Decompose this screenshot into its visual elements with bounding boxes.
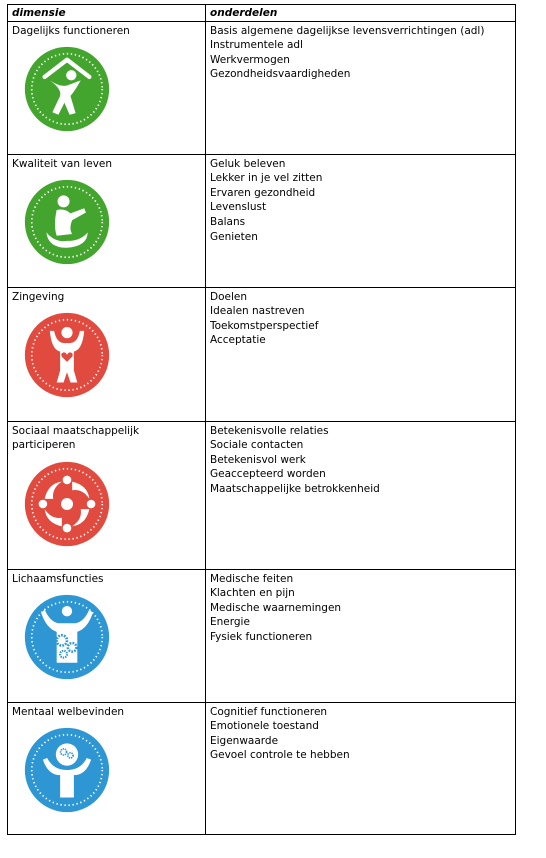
- list-item: Emotionele toestand: [210, 720, 319, 733]
- dimension-cell: [8, 287, 206, 421]
- components-cell: [206, 702, 516, 834]
- dimension-cell: [8, 569, 206, 702]
- components-cell: [206, 287, 516, 421]
- list-item: Klachten en pijn: [210, 587, 295, 600]
- list-item: Sociale contacten: [210, 439, 304, 452]
- components-cell: [206, 421, 516, 569]
- list-item: Cognitief functioneren: [210, 705, 328, 718]
- list-item: Acceptatie: [210, 334, 266, 347]
- list-item: Doelen: [210, 290, 248, 303]
- list-item: Energie: [210, 616, 250, 629]
- dimension-cell: [8, 702, 206, 834]
- list-item: Medische waarnemingen: [210, 601, 342, 614]
- list-item: Basis algemene dagelijkse levensverrichtingen (adl): [210, 24, 485, 37]
- list-item: Geaccepteerd worden: [210, 468, 326, 481]
- body-functions-icon: [24, 594, 110, 680]
- list-item: Medische feiten: [210, 572, 294, 585]
- dimension-cell: [8, 21, 206, 154]
- list-item: Eigenwaarde: [210, 734, 279, 747]
- list-item: Ervaren gezondheid: [210, 186, 316, 199]
- dimensions-table: [7, 4, 516, 835]
- table-row: [8, 421, 516, 569]
- table-header-row: [8, 5, 516, 22]
- meaning-icon: [24, 312, 110, 398]
- dimension-cell: [8, 421, 206, 569]
- components-cell: [206, 154, 516, 287]
- list-item: Maatschappelijke betrokkenheid: [210, 482, 380, 495]
- daily-functioning-icon: [24, 46, 110, 132]
- list-item: Gezondheidsvaardigheden: [210, 68, 351, 81]
- list-item: Toekomstperspectief: [210, 319, 319, 332]
- social-participation-icon: [24, 461, 110, 547]
- list-item: Levenslust: [210, 201, 267, 214]
- list-item: Werkvermogen: [210, 53, 290, 66]
- table-row: [8, 702, 516, 834]
- list-item: Instrumentele adl: [210, 39, 303, 52]
- table-row: [8, 287, 516, 421]
- table-row: [8, 154, 516, 287]
- table-row: [8, 569, 516, 702]
- list-item: Lekker in je vel zitten: [210, 172, 323, 185]
- dimension-cell: [8, 154, 206, 287]
- list-item: Gevoel controle te hebben: [210, 749, 350, 762]
- dimension-label: Dagelijks functioneren: [12, 24, 130, 37]
- dimension-label: Zingeving: [12, 290, 65, 303]
- dimension-label: Sociaal maatschappelijk participeren: [12, 424, 140, 452]
- list-item: Balans: [210, 215, 246, 228]
- components-cell: [206, 21, 516, 154]
- header-dimension: dimensie: [8, 5, 206, 22]
- components-cell: [206, 569, 516, 702]
- dimension-label: Mentaal welbevinden: [12, 705, 125, 718]
- quality-of-life-icon: [24, 179, 110, 265]
- list-item: Genieten: [210, 230, 258, 243]
- dimension-label: Kwaliteit van leven: [12, 157, 113, 170]
- list-item: Geluk beleven: [210, 157, 286, 170]
- list-item: Idealen nastreven: [210, 305, 305, 318]
- list-item: Fysiek functioneren: [210, 630, 313, 643]
- table-row: [8, 21, 516, 154]
- header-components: onderdelen: [206, 5, 516, 22]
- list-item: Betekenisvol werk: [210, 453, 306, 466]
- list-item: Betekenisvolle relaties: [210, 424, 329, 437]
- mental-wellbeing-icon: [24, 727, 110, 813]
- dimension-label: Lichaamsfuncties: [12, 572, 104, 585]
